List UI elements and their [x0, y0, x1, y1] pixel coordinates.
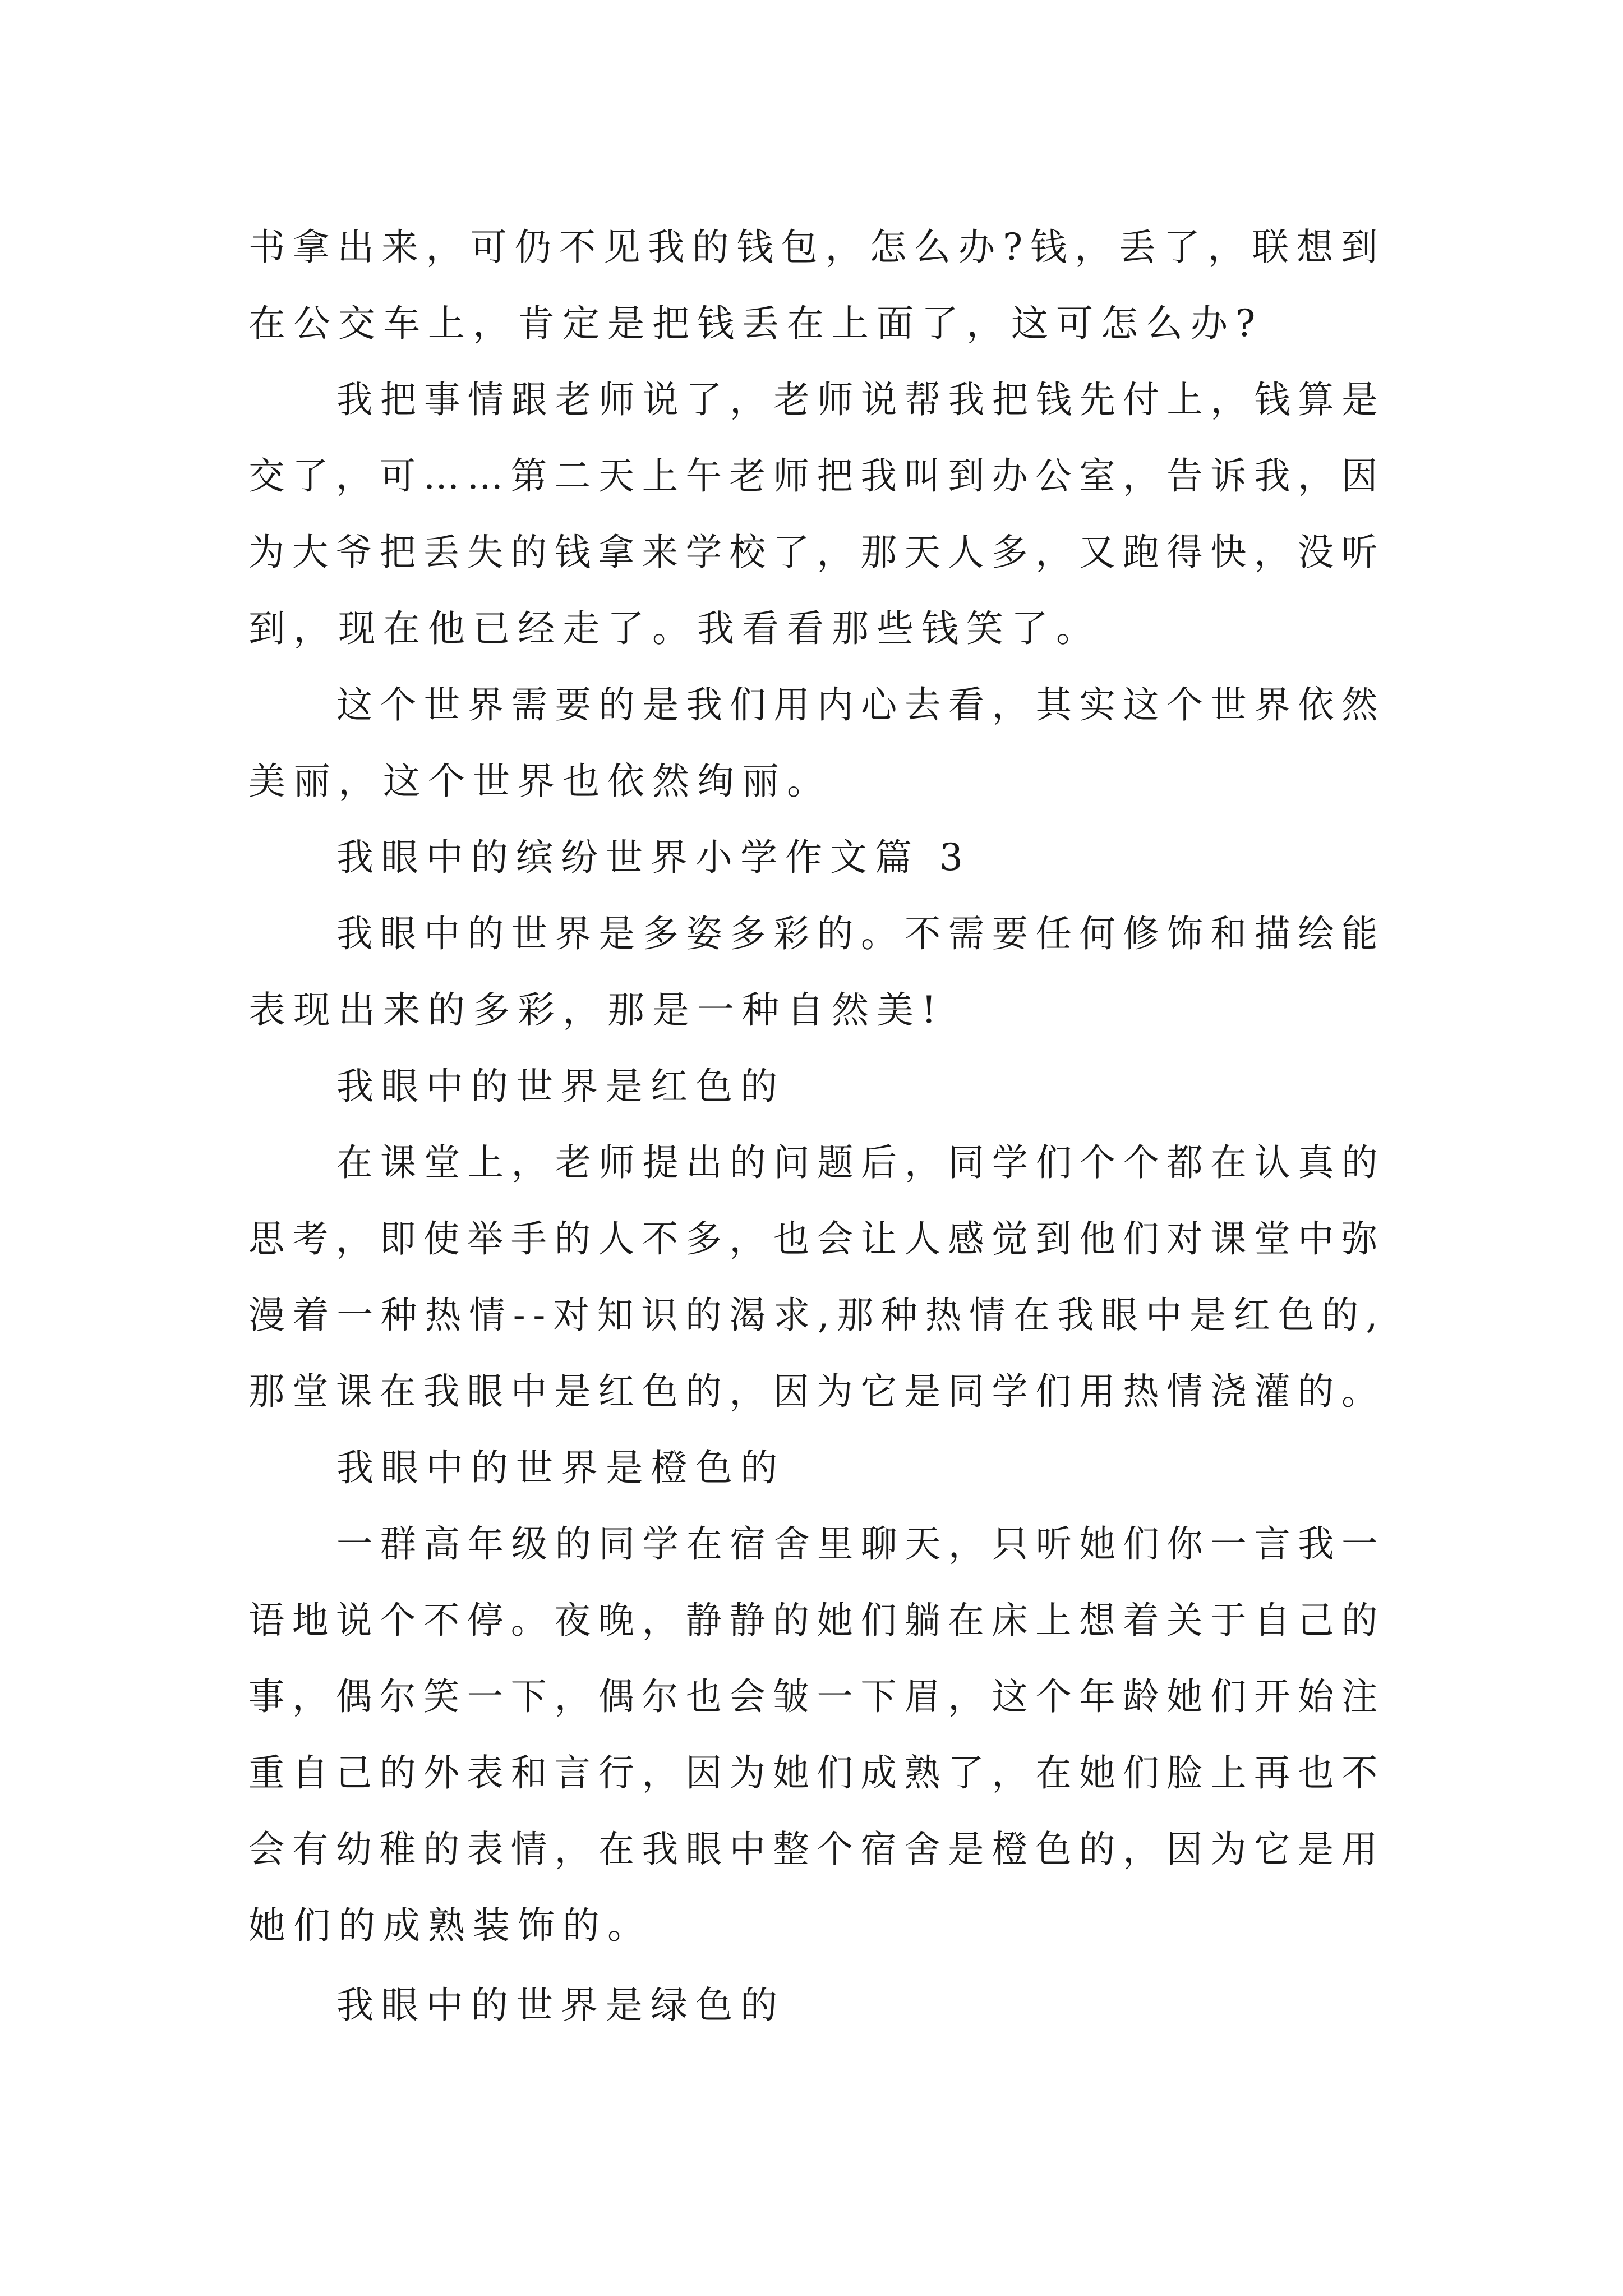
text-line: 美丽，这个世界也依然绚丽。 — [248, 760, 832, 803]
paragraph-start: 我眼中的世界是多姿多彩的。不需要任何修饰和描绘能 — [336, 912, 1386, 955]
text-line: 会有幼稚的表情，在我眼中整个宿舍是橙色的，因为它是用 — [248, 1828, 1385, 1871]
text-line: 书拿出来，可仍不见我的钱包，怎么办?钱，丢了，联想到 — [248, 226, 1386, 269]
text-line: 重自己的外表和言行，因为她们成熟了，在她们脸上再也不 — [248, 1751, 1385, 1795]
text-line: 她们的成熟装饰的。 — [248, 1904, 652, 1947]
paragraph-start: 在课堂上，老师提出的问题后，同学们个个都在认真的 — [336, 1141, 1386, 1184]
text-line: 为大爷把丢失的钱拿来学校了，那天人多，又跑得快，没听 — [248, 531, 1385, 574]
text-line: 思考，即使举手的人不多，也会让人感觉到他们对课堂中弥 — [248, 1217, 1385, 1260]
subheading: 我眼中的世界是橙色的 — [336, 1446, 785, 1489]
text-line: 语地说个不停。夜晚，静静的她们躺在床上想着关于自己的 — [248, 1599, 1385, 1642]
paragraph-start: 这个世界需要的是我们用内心去看，其实这个世界依然 — [336, 683, 1386, 726]
subheading: 我眼中的世界是绿色的 — [336, 1984, 785, 2027]
text-line: 那堂课在我眼中是红色的，因为它是同学们用热情浇灌的。 — [248, 1370, 1385, 1413]
paragraph-start: 我把事情跟老师说了，老师说帮我把钱先付上，钱算是 — [336, 378, 1386, 421]
text-line: 表现出来的多彩，那是一种自然美! — [248, 988, 944, 1032]
paragraph-start: 一群高年级的同学在宿舍里聊天，只听她们你一言我一 — [336, 1522, 1386, 1566]
subheading: 我眼中的世界是红色的 — [336, 1065, 785, 1108]
text-line: 交了，可……第二天上午老师把我叫到办公室，告诉我，因 — [248, 454, 1385, 498]
text-line: 在公交车上，肯定是把钱丢在上面了，这可怎么办? — [248, 302, 1264, 345]
text-line: 到，现在他已经走了。我看看那些钱笑了。 — [248, 607, 1101, 650]
section-title: 我眼中的缤纷世界小学作文篇 3 — [336, 836, 971, 879]
text-line: 漫着一种热情--对知识的渴求,那种热情在我眼中是红色的, — [248, 1294, 1386, 1337]
text-line: 事，偶尔笑一下，偶尔也会皱一下眉，这个年龄她们开始注 — [248, 1675, 1385, 1718]
